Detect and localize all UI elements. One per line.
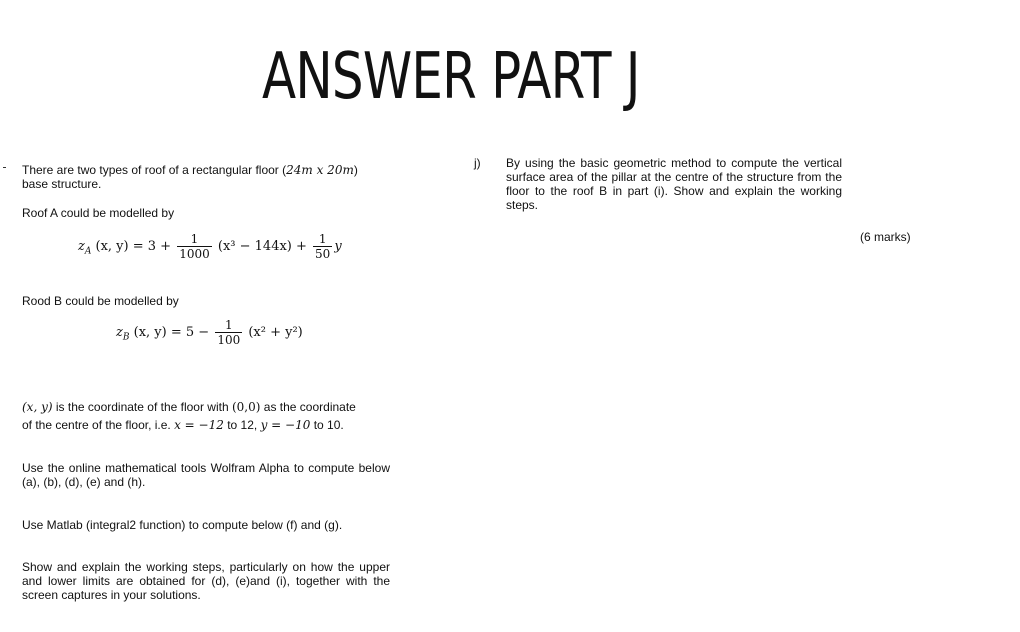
coordinate-paragraph <box>22 400 394 432</box>
coord-text-2: as the coordinate <box>260 400 356 414</box>
eq-b-sub: B <box>122 332 130 343</box>
eq-b-tail: (x² + y²) <box>248 325 303 340</box>
roof-a-label: Roof A could be modelled by <box>22 206 175 220</box>
coord-text-4: to 12, <box>223 418 261 432</box>
coord-text-5: to 10. <box>310 418 344 432</box>
coord-text-1: is the coordinate of the floor with <box>52 400 232 414</box>
marks-label: (6 marks) <box>860 230 911 244</box>
roof-b-label: Rood B could be modelled by <box>22 294 179 308</box>
wolfram-instruction: Use the online mathematical tools Wolfram Alpha to compute below (a), (b), (d), (e) and (h). <box>22 461 390 489</box>
roof-b-equation <box>116 318 303 347</box>
eq-a-frac2-num: 1 <box>313 232 332 247</box>
coord-xy: (x, y) <box>22 400 53 414</box>
coord-y-range: y = −10 <box>260 418 311 432</box>
coord-origin: (0,0) <box>231 400 261 414</box>
show-working-instruction: Show and explain the working steps, particularly on how the upper and lower limits are obtained for (d), (e)and (i), together with the screen captures in your solutions. <box>22 560 390 602</box>
eq-b-lhs: z <box>116 325 123 340</box>
question-j-text: By using the basic geometric method to compute the vertical surface area of the pillar at the centre of the structure from the floor to the roof B in part (i). Show and explain the working steps. <box>506 156 842 212</box>
eq-a-frac2-den: 50 <box>315 247 331 261</box>
eq-a-mid: (x³ − 144x) + <box>217 239 307 254</box>
page-title: ANSWER PART J <box>262 40 640 114</box>
eq-a-lhs: z <box>78 239 85 254</box>
eq-a-sub: A <box>84 246 92 257</box>
intro-paragraph <box>22 163 402 191</box>
eq-a-fraction-2 <box>313 232 332 261</box>
matlab-instruction: Use Matlab (integral2 function) to compute below (f) and (g). <box>22 518 343 532</box>
eq-a-frac1-den: 1000 <box>179 247 210 261</box>
eq-b-fraction <box>215 318 242 347</box>
intro-text-2: ) <box>353 163 358 177</box>
intro-dimensions: 24m x 20m <box>286 163 354 177</box>
eq-a-frac1-num: 1 <box>177 232 212 247</box>
eq-a-args: (x, y) = 3 + <box>95 239 172 254</box>
coord-text-3: of the centre of the floor, i.e. <box>22 418 175 432</box>
intro-text-1: There are two types of roof of a rectangular floor ( <box>22 163 287 177</box>
coord-x-range: x = −12 <box>174 418 224 432</box>
eq-b-frac-num: 1 <box>215 318 242 333</box>
bullet-marker <box>3 167 6 168</box>
intro-text-3: base structure. <box>22 177 102 191</box>
eq-a-fraction-1 <box>177 232 212 261</box>
eq-b-args: (x, y) = 5 − <box>133 325 210 340</box>
eq-a-tail: y <box>334 239 342 254</box>
eq-b-frac-den: 100 <box>217 333 241 347</box>
question-part-label: j) <box>474 156 481 170</box>
roof-a-equation <box>78 232 342 261</box>
